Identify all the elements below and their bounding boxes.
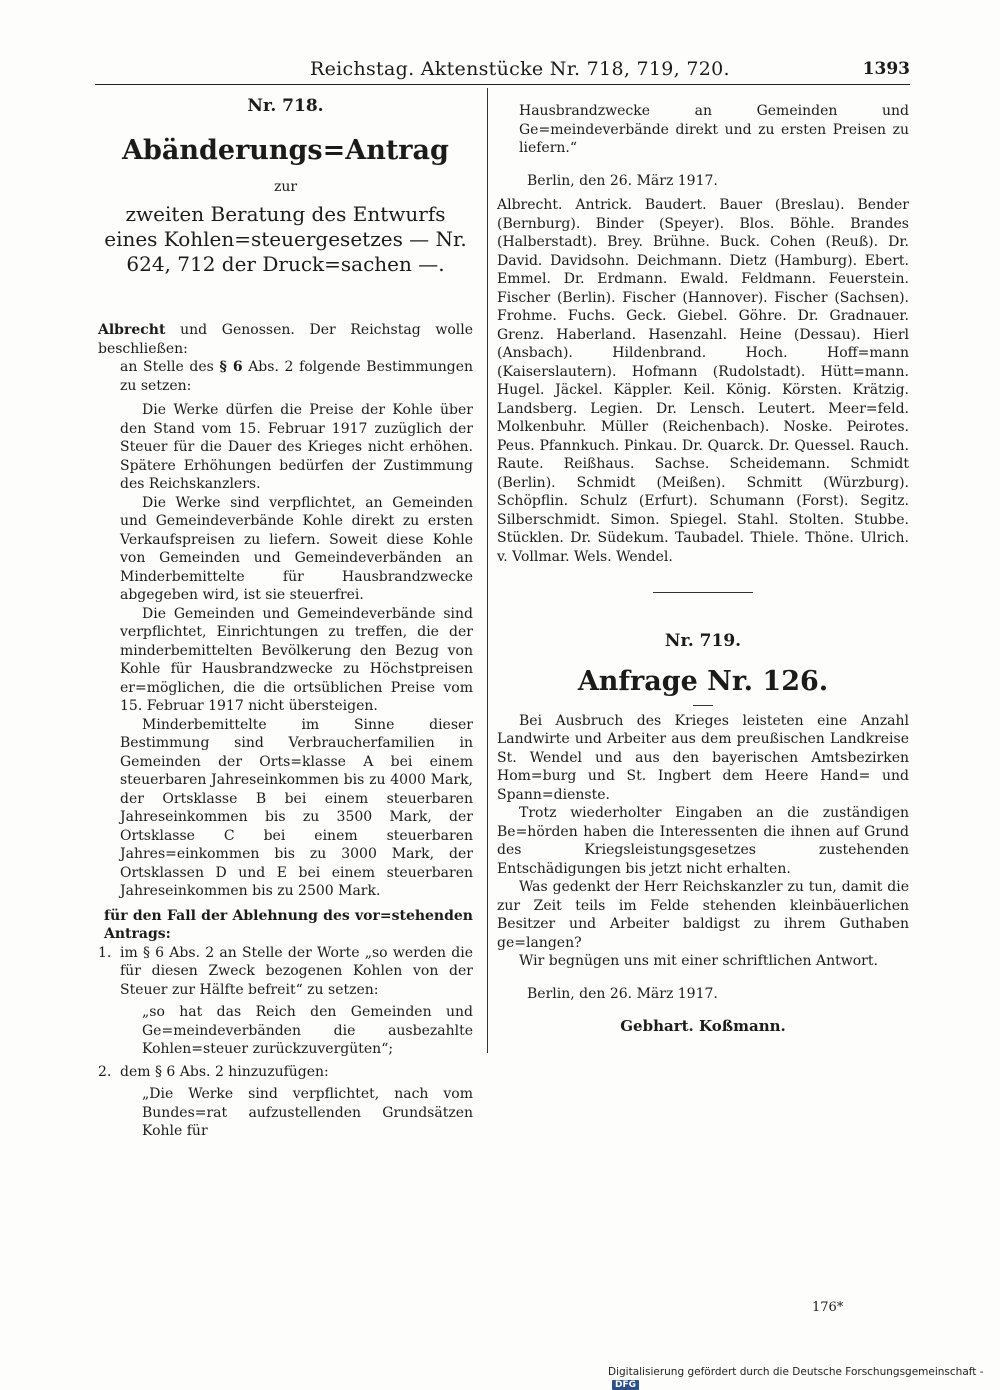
digitization-credit bbox=[608, 1366, 1000, 1390]
paragraph: Die Werke dürfen die Preise der Kohle über den Stand vom 15. Februar 1917 zuzüglich der Steuer für die Dauer des Krieges nicht erhöhen. Spätere Erhöhungen bedürfen der Zustimmung des Reichskanzlers. bbox=[120, 402, 473, 492]
date-line: Berlin, den 26. März 1917. bbox=[527, 172, 718, 189]
right-column bbox=[497, 92, 909, 1036]
list-item bbox=[98, 1063, 473, 1141]
date-line: Berlin, den 26. März 1917. bbox=[527, 985, 718, 1002]
title-connector: zur bbox=[273, 178, 298, 195]
paragraph: Die Gemeinden und Gemeindeverbände sind verpflichtet, Einrichtungen zu treffen, die der minderbemittelten Bevölkerung den Bezug von Kohle für Hausbrandzwecke zu Höchstpreisen er=möglichen, die die ortsüblichen Preise vom 15. Februar 1917 nicht übersteigen. bbox=[120, 605, 473, 714]
credit-text: Digitalisierung gefördert durch die Deutsche Forschungsgemeinschaft - bbox=[608, 1366, 984, 1378]
list-item bbox=[98, 944, 473, 1059]
list-number: 1. bbox=[98, 944, 112, 961]
inquiry-title: Anfrage Nr. 126. bbox=[577, 665, 829, 697]
instruction-part: Abs. 2 folgende Bestimmungen zu setzen: bbox=[120, 359, 474, 394]
sheet-number: 176* bbox=[812, 1300, 844, 1315]
intro-name: Albrecht bbox=[98, 322, 166, 338]
instruction-part: an Stelle des bbox=[120, 359, 220, 375]
paragraph: Bei Ausbruch des Krieges leisteten eine Anzahl Landwirte und Arbeiter aus dem preußischen Landkreise St. Wendel und aus den bayerischen Amtsbezirken Hom=burg und St. Ingbert dem Heere Hand= und Spann=dienste. bbox=[497, 712, 909, 803]
paragraph: Trotz wiederholter Eingaben an die zuständigen Be=hörden haben die Interessenten die ihnen auf Grund des Kriegsleistungsgesetzes zustehenden Entschädigungen bis jetzt nicht erhalten. bbox=[497, 805, 909, 877]
paragraph: Wir begnügen uns mit einer schriftlichen Antwort. bbox=[519, 953, 878, 969]
document-number: Nr. 718. bbox=[247, 96, 324, 116]
signers: Gebhart. Koßmann. bbox=[620, 1017, 786, 1035]
paragraph: Minderbemittelte im Sinne dieser Bestimmung sind Verbraucherfamilien in Gemeinden der Orts=klasse A bei einem steuerbaren Jahreseinkommen bis zu 4000 Mark, der Ortsklasse B bei einem steuerbaren Jahreseinkommen bis zu 3500 Mark, der Ortsklasse C bei einem steuerbaren Jahres=einkommen bis zu 3000 Mark, der Ortsklassen D und E bei einem steuerbaren Jahreseinkommen bis zu 2500 Mark. bbox=[120, 716, 473, 899]
list-text: im § 6 Abs. 2 an Stelle der Worte „so werden die für diesen Zweck bezogenen Kohlen von der Steuer zur Hälfte befreit“ zu setzen: bbox=[120, 944, 473, 998]
document-subtitle: zweiten Beratung des Entwurfs eines Kohlen=steuergesetzes — Nr. 624, 712 der Druck=sachen —. bbox=[104, 202, 467, 276]
fallback-heading: für den Fall der Ablehnung des vor=stehenden Antrags: bbox=[104, 907, 473, 942]
document-number: Nr. 719. bbox=[664, 631, 742, 651]
page-header bbox=[95, 58, 910, 85]
intro-line bbox=[98, 321, 473, 358]
page-number: 1393 bbox=[862, 59, 910, 79]
continuation-text: Hausbrandzwecke an Gemeinden und Ge=meindeverbände direkt und zu ersten Preisen zu liefern.“ bbox=[519, 103, 909, 156]
document-title: Abänderungs=Antrag bbox=[122, 134, 449, 166]
intro-text: und Genossen. Der Reichstag wolle beschließen: bbox=[98, 322, 473, 357]
signatories-list: Albrecht. Antrick. Baudert. Bauer (Breslau). Bender (Bernburg). Binder (Speyer). Blos. Böhle. Brandes (Halberstadt). Brey. Brühne. Buck. Cohen (Reuß). Dr. David. Davidsohn. Deichmann. Dietz (Hamburg). Ebert. Emmel. Dr. Erdmann. Ewald. Feldmann. Feuerstein. Fischer (Berlin). Fischer (Hannover). Fischer (Sachsen). Frohme. Fuchs. Geck. Giebel. Göhre. Dr. Gradnauer. Grenz. Haberland. Hasenzahl. Heine (Dessau). Hierl (Ansbach). Hildenbrand. Hoch. Hoff=mann (Kaiserslautern). Hofmann (Rudolstadt). Hütt=mann. Hugel. Jäckel. Käppler. Keil. König. Körsten. Krätzig. Landsberg. Legien. Dr. Lensch. Leutert. Meer=feld. Molkenbuhr. Müller (Reichenbach). Noske. Peirotes. Peus. Pfannkuch. Pinkau. Dr. Quarck. Dr. Quessel. Rauch. Raute. Reißhaus. Sachse. Scheidemann. Schmidt (Berlin). Schmidt (Meißen). Schmitt (Würzburg). Schöpflin. Schulz (Erfurt). Schumann (Forst). Segitz. Silberschmidt. Simon. Spiegel. Stahl. Stolten. Stubbe. Stücklen. Dr. Südekum. Taubadel. Thiele. Thöne. Ulrich. v. Vollmar. Wels. Wendel. bbox=[497, 197, 909, 565]
paragraph: Was gedenkt der Herr Reichskanzler zu tun, damit die zur Zeit teils im Felde stehenden kleinbäuerlichen Besitzer und Arbeiter baldigst zu ihrem Guthaben ge=langen? bbox=[497, 879, 909, 951]
quote: „so hat das Reich den Gemeinden und Ge=meindeverbänden die ausbezahlte Kohlen=steuer zurückzuvergüten“; bbox=[142, 1004, 473, 1057]
section-ref: § 6 bbox=[219, 359, 243, 375]
dfg-logo: DFG bbox=[612, 1380, 639, 1390]
column-divider bbox=[487, 88, 488, 1053]
proposal-body bbox=[98, 401, 473, 901]
header-title: Reichstag. Aktenstücke Nr. 718, 719, 720. bbox=[310, 58, 730, 80]
list-text: dem § 6 Abs. 2 hinzuzufügen: bbox=[120, 1063, 329, 1080]
instruction bbox=[98, 358, 473, 395]
quote: „Die Werke sind verpflichtet, nach vom Bundes=rat aufzustellenden Grundsätzen Kohle für bbox=[142, 1086, 473, 1139]
paragraph: Die Werke sind verpflichtet, an Gemeinden und Gemeindeverbände Kohle direkt zu ersten Verkaufspreisen zu liefern. Soweit diese Kohle von Gemeinden und Gemeindeverbänden an Minderbemittelte für Hausbrandzwecke abgegeben wird, ist sie steuerfrei. bbox=[120, 494, 473, 603]
list-number: 2. bbox=[98, 1063, 112, 1080]
left-column bbox=[98, 92, 473, 1141]
